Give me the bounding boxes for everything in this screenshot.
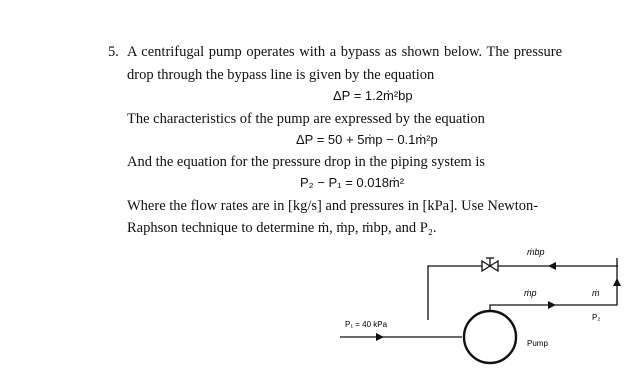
outlet-flow-arrow-icon: [613, 278, 621, 286]
problem-text-line-2: drop through the bypass line is given by the equation: [127, 67, 435, 83]
system-equation: P₂ − P₁ = 0.018ṁ²: [300, 175, 405, 190]
inlet-pressure-label: P₁ = 40 kPa: [345, 320, 388, 329]
inlet-flow-arrow-icon: [376, 333, 384, 341]
problem-number: 5.: [108, 44, 119, 60]
problem-text-line-3: The characteristics of the pump are expressed by the equation: [127, 111, 485, 127]
outlet-pressure-label: P₂: [592, 313, 601, 322]
total-flow-label: ṁ: [592, 288, 600, 298]
problem-text-line-6: Raphson technique to determine ṁ, ṁp, ṁbp, and P₂.: [127, 220, 437, 236]
bypass-flow-arrow-icon: [548, 262, 556, 270]
problem-text-line-4: And the equation for the pressure drop in the piping system is: [127, 154, 486, 170]
pump-flow-label: ṁp: [524, 288, 537, 298]
pump-icon: [464, 311, 516, 363]
bypass-pipe: [428, 266, 618, 320]
pump-label: Pump: [527, 339, 548, 348]
bypass-equation: ΔP = 1.2ṁ²bp: [333, 88, 413, 103]
problem-text-line-1: A centrifugal pump operates with a bypass as shown below. The pressure: [127, 44, 563, 60]
pump-equation: ΔP = 50 + 5ṁp − 0.1ṁ²p: [296, 132, 438, 147]
bypass-flow-label: ṁbp: [527, 247, 545, 257]
problem-text-line-5: Where the flow rates are in [kg/s] and pressures in [kPa]. Use Newton-: [127, 198, 539, 214]
pump-flow-arrow-icon: [548, 301, 556, 309]
